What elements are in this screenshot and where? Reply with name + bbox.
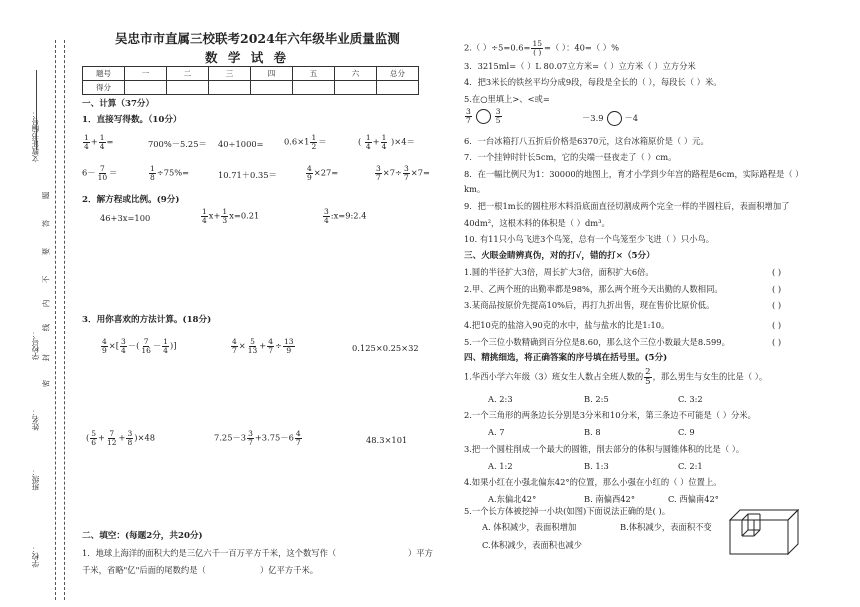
score-cell: 五 bbox=[293, 67, 335, 81]
choice-1-b[interactable]: B. 2:5 bbox=[584, 394, 609, 404]
fill-10: 10. 有11只小鸟飞进3个鸟笼，总有一个鸟笼至少飞进（ ）只小鸟。 bbox=[464, 234, 715, 244]
choice-3-b[interactable]: B. 1:3 bbox=[584, 461, 609, 471]
class-label: 班级： bbox=[31, 468, 40, 491]
fill-5: 5.在○里填上>、<或= bbox=[464, 94, 550, 104]
judge-5: 5.一个三位小数精确到百分位是8.60，那么这个三位小数最大是8.599。 bbox=[464, 337, 730, 347]
score-cell[interactable] bbox=[251, 81, 293, 95]
section-4-heading: 四、精挑细选，将正确答案的序号填在括号里。(5分) bbox=[464, 353, 668, 363]
fill-1d: ）亿平方千米。 bbox=[260, 565, 319, 575]
exam-title: 吴忠市市直属三校联考2024年六年级毕业质量监测 bbox=[115, 31, 400, 46]
judge-1: 1.圆的半径扩大3倍，周长扩大3倍，面积扩大6倍。 bbox=[464, 267, 654, 277]
choice-5: 5.一个长方体被挖掉一小块(如图)下面说法正确的是( )。 bbox=[464, 506, 671, 516]
choice-2-c[interactable]: C. 9 bbox=[678, 427, 695, 437]
exam-subject: 数 学 试 卷 bbox=[205, 50, 290, 65]
score-cell[interactable] bbox=[377, 81, 419, 95]
score-cell[interactable] bbox=[293, 81, 335, 95]
calc-5: ( $\frac{1}{4}$ + $\frac{1}{4}$ )×4＝ bbox=[358, 133, 415, 151]
calc-2: 700%－5.25＝ bbox=[148, 139, 207, 149]
fill-6: 6．一台冰箱打八五折后价格是6370元，这台冰箱原价是（ ）元。 bbox=[464, 136, 709, 146]
fill-2: 2.（ ）÷5=0.6= $\frac{15}{( )}$ =（ ）：40=（ ）% bbox=[464, 39, 619, 57]
cuboid-figure bbox=[728, 506, 802, 556]
choice-1: 1.华西小学六年级（3）班女生人数占全班人数的 $\frac{2}{5}$ ，那么男生与女生的比是（ ）。 bbox=[464, 367, 768, 387]
choice-5-b[interactable]: B.体积减少，表面积不变 bbox=[620, 522, 712, 532]
calc-9: $\frac{4}{9}$ ×27= bbox=[307, 164, 339, 182]
choice-4-b[interactable]: B. 南偏西42° bbox=[584, 494, 635, 504]
calc3-3: 0.125×0.25×32 bbox=[352, 343, 419, 353]
eq-3: $\frac{3}{4}$ :x=9:2.4 bbox=[324, 207, 367, 225]
score-cell: 六 bbox=[335, 67, 377, 81]
calc-7: $\frac{1}{8}$ ÷75%= bbox=[150, 164, 190, 182]
choice-2-a[interactable]: A. 7 bbox=[488, 427, 505, 437]
answer-paren-1[interactable]: ( ) bbox=[772, 267, 782, 277]
score-cell: 四 bbox=[251, 67, 293, 81]
score-cell: 得分 bbox=[83, 81, 125, 95]
compare-circle[interactable] bbox=[476, 109, 491, 124]
calc-10: $\frac{3}{7}$ ×7÷ $\frac{3}{7}$ ×7= bbox=[376, 164, 430, 182]
score-cell: 题号 bbox=[83, 67, 125, 81]
answer-paren-2[interactable]: ( ) bbox=[772, 284, 782, 294]
score-cell[interactable] bbox=[209, 81, 251, 95]
sidebar-warning-char: 不 bbox=[41, 275, 51, 284]
fold-line-inner bbox=[64, 40, 65, 600]
fill-1c: 千米，省略"亿"后面的尾数约是（ bbox=[82, 565, 206, 575]
calc-1: $\frac{1}{4}$ + $\frac{1}{4}$ = bbox=[84, 133, 114, 151]
q1-heading: 1．直接写得数。（10分） bbox=[82, 115, 182, 125]
choice-4: 4.如果小红在小强北偏东42°的位置，那么小强在小红的（ ）位置上。 bbox=[464, 477, 722, 487]
fill-1b: ）平方 bbox=[408, 548, 433, 558]
calc3-5: 7.25－3 $\frac{3}{7}$ +3.75－6 $\frac{4}{7}$ bbox=[214, 429, 301, 447]
school-label: 学校： bbox=[31, 545, 40, 568]
choice-3-c[interactable]: C. 2:1 bbox=[678, 461, 703, 471]
score-cell[interactable] bbox=[125, 81, 167, 95]
judge-3: 3.某商品按原价先提高10%后，再打九折出售，现在售价比原价低。 bbox=[464, 300, 715, 310]
choice-1-c[interactable]: C. 3:2 bbox=[678, 394, 703, 404]
score-cell: 三 bbox=[209, 67, 251, 81]
sidebar-warning-char: 答 bbox=[41, 219, 51, 228]
choice-5-a[interactable]: A. 体积减少，表面积增加 bbox=[482, 522, 577, 532]
calc3-4: ( $\frac{5}{6}$ + $\frac{7}{12}$ + $\frac{3}{8}$ )×48 bbox=[86, 429, 156, 447]
eq-1: 46+3x=100 bbox=[100, 213, 151, 223]
fill-7: 7．一个挂钟时针长5cm，它的尖端一昼夜走了（ ）cm。 bbox=[464, 152, 677, 162]
section-1-heading: 一、计算（37分） bbox=[82, 99, 155, 109]
name-label: 姓名： bbox=[31, 408, 40, 431]
calc-8: 10.71＋0.35＝ bbox=[218, 170, 277, 180]
judge-4: 4.把10克的盐溶入90克的水中，盐与盐水的比是1:10。 bbox=[464, 320, 670, 330]
sidebar-warning-char: 线 bbox=[41, 323, 51, 332]
fill-8b: km。 bbox=[464, 184, 486, 194]
choice-2-b[interactable]: B. 8 bbox=[584, 427, 601, 437]
sidebar-warning-char: 封 bbox=[41, 353, 51, 362]
score-cell[interactable] bbox=[335, 81, 377, 95]
exam-no-label: 文教证书编号： bbox=[31, 110, 40, 163]
fill-3: 3．3215ml=（ ）L 80.07立方米=（ ）立方米（ ）立方分米 bbox=[464, 61, 696, 71]
q2-heading: 2．解方程或比例。(9分) bbox=[82, 195, 180, 205]
sidebar-warning-char: 内 bbox=[41, 299, 51, 308]
section-2-heading: 二、填空：(每题2分，共20分) bbox=[82, 531, 203, 541]
seat-label: 学校号： bbox=[31, 330, 40, 360]
sidebar-warning-char: 要 bbox=[41, 247, 51, 256]
calc3-6: 48.3×101 bbox=[366, 435, 408, 445]
calc-6: 6－ $\frac{7}{10}$ ＝ bbox=[82, 164, 118, 182]
choice-2: 2.一个三角形的两条边长分别是3分米和10分米，第三条边不可能是（ ）分米。 bbox=[464, 410, 756, 420]
score-cell: 一 bbox=[125, 67, 167, 81]
calc-3: 40÷1000= bbox=[218, 139, 264, 149]
calc3-2: $\frac{4}{7}$ × $\frac{5}{13}$ + $\frac{4}{7}$ ÷ $\frac{13}{9}$ bbox=[232, 337, 294, 355]
q3-heading: 3．用你喜欢的方法计算。(18分) bbox=[82, 315, 212, 325]
sidebar-warning-char: 题 bbox=[41, 191, 51, 200]
score-table bbox=[82, 66, 419, 95]
calc-4: 0.6×1 $\frac{1}{2}$ ＝ bbox=[284, 133, 327, 151]
choice-4-a[interactable]: A.东偏北42° bbox=[488, 494, 537, 504]
eq-2: $\frac{1}{4}$ x+ $\frac{1}{3}$ x=0.21 bbox=[202, 207, 260, 225]
answer-paren-4[interactable]: ( ) bbox=[772, 320, 782, 330]
score-cell: 二 bbox=[167, 67, 209, 81]
answer-paren-3[interactable]: ( ) bbox=[772, 300, 782, 310]
section-3-heading: 三、火眼金睛辨真伪，对的打√，错的打×（5分） bbox=[464, 251, 655, 261]
fill-9a: 9．把一根1m长的圆柱形木料沿底面直径切割成两个完全一样的半圆柱后，表面积增加了 bbox=[464, 201, 790, 211]
answer-paren-5[interactable]: ( ) bbox=[772, 337, 782, 347]
calc3-1: $\frac{4}{9}$ ×[ $\frac{3}{4}$ －( $\frac{7}{16}$ － $\frac{1}{4}$ )] bbox=[102, 337, 177, 355]
fill-5-a: $\frac{3}{7}$ $\frac{3}{5}$ bbox=[466, 107, 501, 125]
fill-5-b: －3.9 －4 bbox=[582, 111, 638, 126]
score-cell: 总分 bbox=[377, 67, 419, 81]
fill-8a: 8．在一幅比例尺为1：30000的地图上，育才小学到少年宫的路程是6cm，实际路程是（ ） bbox=[464, 169, 804, 179]
fill-4: 4．把3米长的铁丝平均分成9段，每段是全长的（ ），每段长（ ）米。 bbox=[464, 77, 722, 87]
fold-line bbox=[55, 40, 56, 600]
judge-2: 2.甲、乙两个班的出勤率都是98%，那么两个班今天出勤的人数相同。 bbox=[464, 284, 723, 294]
choice-1-a[interactable]: A. 2:3 bbox=[488, 394, 513, 404]
sidebar-warning-char: 密 bbox=[41, 379, 51, 388]
exam-no-line bbox=[36, 70, 38, 150]
fill-9b: 40dm²，这根木料的体积是（ ）dm³。 bbox=[464, 218, 610, 228]
choice-5-c[interactable]: C.体积减少，表面积也减少 bbox=[482, 540, 582, 550]
choice-3-a[interactable]: A. 1:2 bbox=[488, 461, 513, 471]
choice-4-c[interactable]: C. 西偏南42° bbox=[668, 494, 719, 504]
fill-1a: 1．地球上海洋的面积大约是三亿六千一百万平方千米，这个数写作（ bbox=[82, 548, 337, 558]
choice-3: 3.把一个圆柱削成一个最大的圆锥，削去部分的体积与圆锥体积的比是（ ）。 bbox=[464, 444, 745, 454]
compare-circle[interactable] bbox=[607, 111, 622, 126]
score-cell[interactable] bbox=[167, 81, 209, 95]
